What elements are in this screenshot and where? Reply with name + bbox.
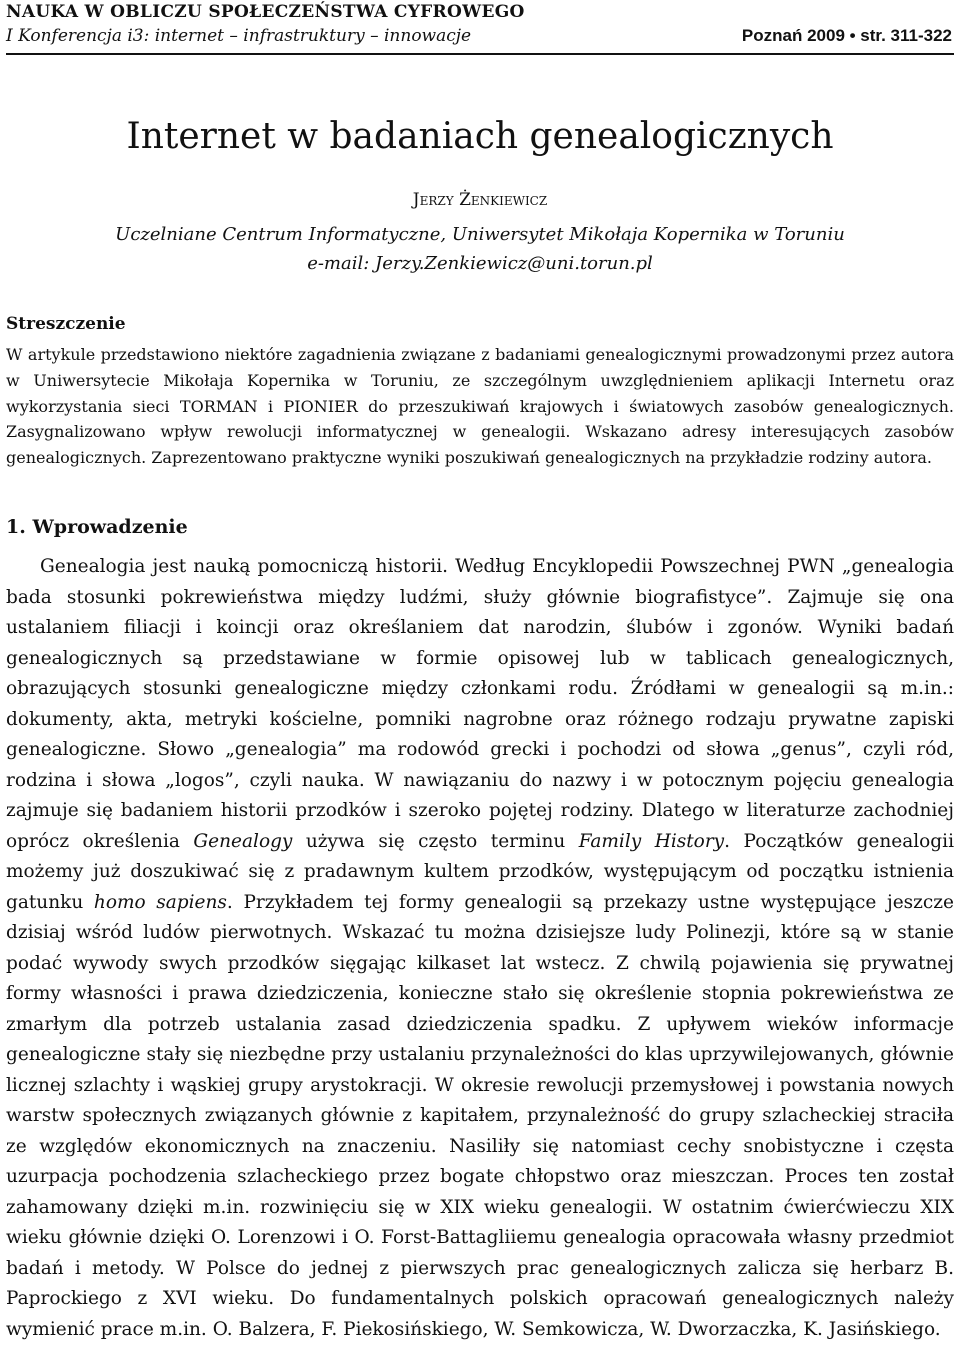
term-family-history: Family History <box>578 830 725 852</box>
abstract-text: W artykule przedstawiono niektóre zagadnienia związane z badaniami genealogicznymi prowadzonymi przez autora w Uniwersytecie Mikołaja Kopernika w Toruniu, ze szczególnym uwzględnieniem aplikacji Internetu oraz wykorzystania sieci TORMAN i PIONIER do przeszukiwań krajowych i światowych zasobów genealogicznych. Zasygnalizowano wpływ rewolucji informatycznej w genealogii. Wskazano adresy interesujących zasobów genealogicznych. Zaprezentowano praktyczne wyniki poszukiwań genealogicznych na przykładzie rodziny autora. <box>6 345 954 468</box>
term-homo-sapiens: homo sapiens <box>93 891 227 913</box>
abstract-heading: Streszczenie <box>6 314 126 334</box>
author-email: e-mail: Jerzy.Zenkiewicz@uni.torun.pl <box>307 253 653 274</box>
series-title: NAUKA W OBLICZU SPOŁECZEŃSTWA CYFROWEGO <box>6 2 525 22</box>
section-heading: 1. Wprowadzenie <box>6 516 188 538</box>
paragraph-text-2: używa się często terminu <box>292 830 579 852</box>
article-title: Internet w badaniach genealogicznych <box>126 116 834 157</box>
paragraph-text-4: . Przykładem tej formy genealogii są przekazy ustne występujące jeszcze dzisiaj wśród ludów pierwotnych. Wskazać tu można dzisiejsze ludy Polinezji, które są w stanie podać wywody swych przodków sięgając kilkaset lat wstecz. Z chwilą pojawienia się prywatnej formy własności i prawa dziedziczenia, konieczne stało się określenie stopnia pokrewieństwa ze zmarłym dla potrzeb ustalania zasad dziedziczenia spadku. Z upływem wieków informacje genealogiczne stały się niezbędne przy ustalaniu przynależności do klas uprzywilejowanych, głównie licznej szlachty i wąskiej grupy arystokracji. W okresie rewolucji przemysłowej i powstania nowych warstw społecznych związanych głównie z kapitałem, przynależność do grupy szlacheckiej straciła ze względów ekonomicznych na znaczeniu. Nasiliły się natomiast cechy snobistyczne i częsta uzurpacja pochodzenia szlacheckiego przez bogate chłopstwo oraz mieszczan. Proces ten został zahamowany dzięki m.in. rozwinięciu się w XIX wieku genealogii. W ostatnim ćwierćwieczu XIX wieku głównie dzięki O. Lorenzowi i O. Forst-Battagliiemu genealogia opracowała własny przedmiot badań i metody. W Polsce do jednej z pierwszych prac genealogicznych zalicza się herbarz B. Paprockiego z XVI wieku. Do fundamentalnych polskich opracowań genealogicznych należy wymienić prace m.in. O. Balzera, F. Piekosińskiego, W. Semkowicza, W. Dworzaczka, K. Jasińskiego. <box>6 891 954 1340</box>
section-paragraph <box>6 552 954 1345</box>
header-rule <box>6 53 954 55</box>
paragraph-text-1: Genealogia jest nauką pomocniczą historii. Według Encyklopedii Powszechnej PWN „genealogia bada stosunki pokrewieństwa między ludźmi, służy głównie biografistyce”. Zajmuje się ona ustalaniem filiacji i koincji oraz określaniem dat narodzin, ślubów i zgonów. Wyniki badań genealogicznych są przedstawiane w formie opisowej lub w tablicach genealogicznych, obrazujących stosunki genealogiczne między członkami rodu. Źródłami w genealogii są m.in.: dokumenty, akta, metryki kościelne, pomniki nagrobne oraz różnego rodzaju prywatne zapiski genealogiczne. Słowo „genealogia” ma rodowód grecki i pochodzi od słowa „genus”, czyli ród, rodzina i słowa „logos”, czyli nauka. W nawiązaniu do nazwy i w potocznym pojęciu genealogia zajmuje się badaniem historii przodków i szeroko pojętej rodziny. Dlatego w literaturze zachodniej oprócz określenia <box>6 556 954 852</box>
term-genealogy: Genealogy <box>193 830 293 852</box>
conference-name: I Konferencja i3: internet – infrastruktury – innowacje <box>6 26 472 46</box>
author-name: Jerzy Żenkiewicz <box>412 190 548 210</box>
location-pages: Poznań 2009 • str. 311-322 <box>741 26 952 45</box>
paragraph-text-3: . Początków genealogii możemy już doszukiwać się z pradawnym kultem przodków, występującym od początku istnienia gatunku <box>6 830 954 913</box>
author-affiliation: Uczelniane Centrum Informatyczne, Uniwersytet Mikołaja Kopernika w Toruniu <box>115 224 845 245</box>
